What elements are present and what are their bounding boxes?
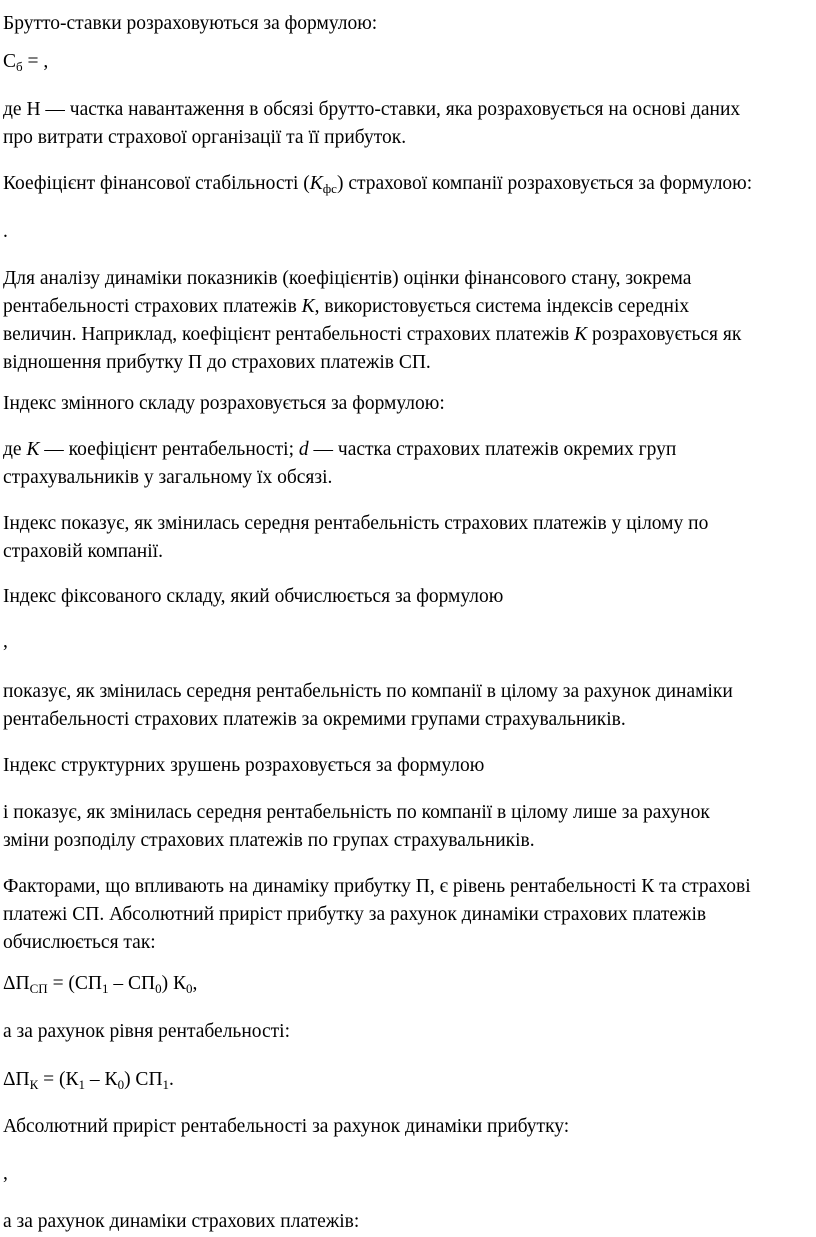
text-line: а за рахунок рівня рентабельності: [3, 1021, 290, 1042]
paragraph-structural-index [3, 752, 809, 780]
formula-line [3, 48, 809, 76]
italic-symbol: К [574, 324, 588, 345]
formula-text: ΔП [3, 1069, 30, 1090]
text-fragment: рентабельності страхових платежів [3, 296, 302, 317]
text-line: про витрати страхової організації та її прибуток. [3, 127, 407, 148]
formula-profit-by-rate [3, 1066, 809, 1094]
italic-symbol: К [301, 296, 315, 317]
text-line: платежі СП. Абсолютний приріст прибутку за рахунок динаміки страхових платежів [3, 904, 707, 925]
text-line: а за рахунок динаміки страхових платежів: [3, 1211, 360, 1232]
formula-subscript: 1 [162, 1077, 170, 1092]
formula-subscript: СП [29, 981, 48, 996]
text-line: рентабельності страхових платежів за окремими групами страхувальників. [3, 709, 626, 730]
text-fragment: величин. Наприклад, коефіцієнт рентабельності страхових платежів [3, 324, 575, 345]
text-line: Абсолютний приріст рентабельності за рахунок динаміки прибутку: [3, 1116, 570, 1137]
formula-symbol: С [3, 51, 17, 72]
paragraph-stability-coefficient [3, 170, 809, 198]
text-line: Брутто-ставки розраховуються за формулою: [3, 13, 378, 34]
formula-profit-by-payments [3, 970, 809, 998]
paragraph-variable-index [3, 390, 809, 418]
text-line: Факторами, що впливають на динаміку прибутку П, є рівень рентабельності К та страхові [3, 876, 751, 897]
text-line: Індекс фіксованого складу, який обчислюється за формулою [3, 586, 504, 607]
formula-subscript: 0 [117, 1077, 125, 1092]
formula-text: – К [85, 1069, 118, 1090]
text-line: і показує, як змінилась середня рентабельність по компанії в цілому лише за рахунок [3, 802, 710, 823]
paragraph-profit-factors [3, 873, 809, 957]
text-line: страхувальників у загальному їх обсязі. [3, 467, 333, 488]
formula-placeholder-comma [3, 628, 809, 656]
formula-text: ) К [161, 973, 186, 994]
text-fragment: , використовується система індексів середніх [314, 296, 690, 317]
formula-text: = (К [38, 1069, 79, 1090]
formula-subscript: 0 [155, 981, 162, 996]
text-line [3, 436, 809, 464]
formula-line [3, 970, 809, 998]
formula-brutto-rate [3, 48, 809, 76]
paragraph-fixed-index [3, 583, 809, 611]
italic-symbol: К [26, 439, 40, 460]
text-line: показує, як змінилась середня рентабельність по компанії в цілому за рахунок динаміки [3, 681, 733, 702]
paragraph-by-payments [3, 1208, 809, 1236]
text-line: Індекс змінного складу розраховується за формулою: [3, 393, 445, 414]
italic-symbol: К [309, 173, 323, 194]
text-fragment: Коефіцієнт фінансової стабільності ( [3, 173, 310, 194]
text-line: відношення прибутку П до страхових платежів СП. [3, 352, 431, 373]
formula-subscript: 1 [78, 1077, 86, 1092]
text-line: Індекс показує, як змінилась середня рентабельність страхових платежів у цілому по [3, 513, 709, 534]
formula-subscript: К [29, 1077, 39, 1092]
text-fragment: розраховується як [587, 324, 742, 345]
text-line: страховій компанії. [3, 541, 163, 562]
formula-placeholder-period [3, 218, 809, 246]
text-line: , [3, 631, 8, 652]
paragraph-index-shows [3, 510, 809, 566]
text-line: Індекс структурних зрушень розраховується за формулою [3, 755, 485, 776]
formula-subscript: 0 [186, 981, 193, 996]
text-line: обчислюється так: [3, 932, 156, 953]
italic-symbol: d [298, 439, 309, 460]
text-line: . [3, 221, 8, 242]
text-line: Для аналізу динаміки показників (коефіцієнтів) оцінки фінансового стану, зокрема [3, 268, 692, 289]
formula-placeholder-comma-2 [3, 1160, 809, 1188]
paragraph-brutto-intro [3, 10, 809, 38]
text-line [3, 321, 809, 349]
text-line: зміни розподілу страхових платежів по групах страхувальників. [3, 830, 535, 851]
paragraph-loading-share [3, 96, 809, 152]
text-fragment: — частка страхових платежів окремих груп [308, 439, 677, 460]
text-line [3, 293, 809, 321]
paragraph-fixed-index-shows [3, 678, 809, 734]
formula-subscript: б [16, 59, 23, 74]
paragraph-dynamics-analysis [3, 265, 809, 377]
paragraph-index-definitions [3, 436, 809, 492]
formula-text: – СП [108, 973, 156, 994]
paragraph-profitability-growth [3, 1113, 809, 1141]
paragraph-by-profitability [3, 1018, 809, 1046]
formula-text: = (СП [47, 973, 103, 994]
text-fragment: де [3, 439, 27, 460]
text-line [3, 170, 809, 198]
formula-line [3, 1066, 809, 1094]
formula-subscript: фс [322, 181, 337, 196]
formula-text: . [169, 1069, 174, 1090]
text-line: , [3, 1163, 8, 1184]
text-line: де Н — частка навантаження в обсязі брутто-ставки, яка розраховується на основі даних [3, 99, 741, 120]
formula-text: = , [22, 51, 49, 72]
paragraph-structural-index-shows [3, 799, 809, 855]
formula-text: ΔП [3, 973, 30, 994]
formula-subscript: 1 [102, 981, 109, 996]
formula-text: , [192, 973, 198, 994]
text-fragment: — коефіцієнт рентабельності; [39, 439, 299, 460]
text-fragment: ) страхової компанії розраховується за формулою: [336, 173, 753, 194]
formula-text: ) СП [124, 1069, 163, 1090]
